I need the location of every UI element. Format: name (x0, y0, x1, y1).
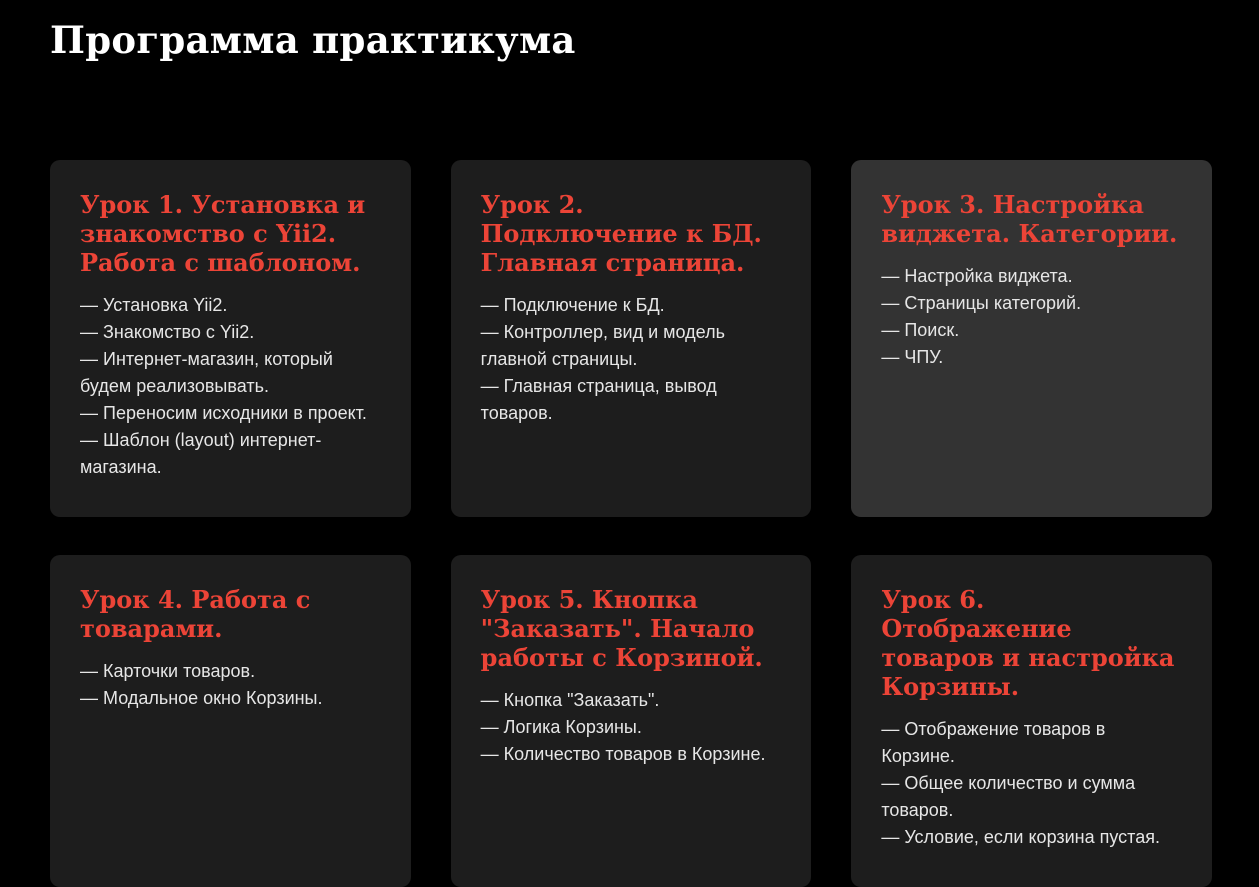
lesson-topic-item: — Модальное окно Корзины. (80, 688, 323, 708)
lesson-card-title: Урок 4. Работа с товарами. (80, 585, 311, 643)
lesson-card-1[interactable] (50, 160, 411, 517)
lesson-topic-item: — Установка Yii2. (80, 295, 228, 315)
lesson-topic-item: — Кнопка "Заказать". (480, 690, 660, 710)
lesson-topic-item: — Переносим исходники в проект. (80, 403, 367, 423)
lesson-topic-item: — Настройка виджета. (881, 266, 1073, 286)
lesson-topic-item: — Шаблон (layout) интернет-магазина. (80, 430, 322, 477)
lesson-card-title: Урок 2. Подключение к БД. Главная страница. (480, 190, 762, 277)
lesson-card-6[interactable] (851, 555, 1212, 887)
page-title: Программа практикума (50, 18, 576, 62)
lesson-card-2[interactable] (451, 160, 812, 517)
lesson-card-5[interactable] (451, 555, 812, 887)
lesson-topic-item: — Отображение товаров в Корзине. (881, 719, 1106, 766)
lesson-topic-item: — Общее количество и сумма товаров. (881, 773, 1136, 820)
lesson-topic-list (881, 716, 1182, 851)
lesson-card-4[interactable] (50, 555, 411, 887)
lesson-topic-item: — ЧПУ. (881, 347, 944, 367)
lesson-topic-list (881, 263, 1182, 371)
lesson-topic-item: — Условие, если корзина пустая. (881, 827, 1160, 847)
lesson-topic-list (481, 292, 782, 427)
lesson-card-title: Урок 3. Настройка виджета. Категории. (881, 190, 1178, 248)
lesson-topic-item: — Подключение к БД. (480, 295, 665, 315)
lesson-topic-item: — Главная страница, вывод товаров. (480, 376, 717, 423)
lesson-topic-item: — Интернет-магазин, который будем реализовывать. (80, 349, 333, 396)
lesson-card-title: Урок 1. Установка и знакомство с Yii2. Работа с шаблоном. (80, 190, 366, 277)
lesson-topic-item: — Карточки товаров. (80, 661, 256, 681)
lesson-topic-list (481, 687, 782, 768)
lesson-topic-item: — Логика Корзины. (480, 717, 642, 737)
lesson-topic-item: — Контроллер, вид и модель главной страницы. (480, 322, 725, 369)
lesson-topic-item: — Поиск. (881, 320, 960, 340)
lesson-card-title: Урок 5. Кнопка "Заказать". Начало работы с Корзиной. (480, 585, 763, 672)
lesson-topic-item: — Знакомство с Yii2. (80, 322, 255, 342)
lesson-topic-item: — Страницы категорий. (881, 293, 1082, 313)
lesson-card-3[interactable] (851, 160, 1212, 517)
lesson-topic-list (80, 292, 381, 481)
lesson-topic-item: — Количество товаров в Корзине. (480, 744, 766, 764)
lesson-cards-grid (50, 160, 1212, 887)
lesson-topic-list (80, 658, 381, 712)
lesson-card-title: Урок 6. Отображение товаров и настройка Корзины. (881, 585, 1175, 701)
